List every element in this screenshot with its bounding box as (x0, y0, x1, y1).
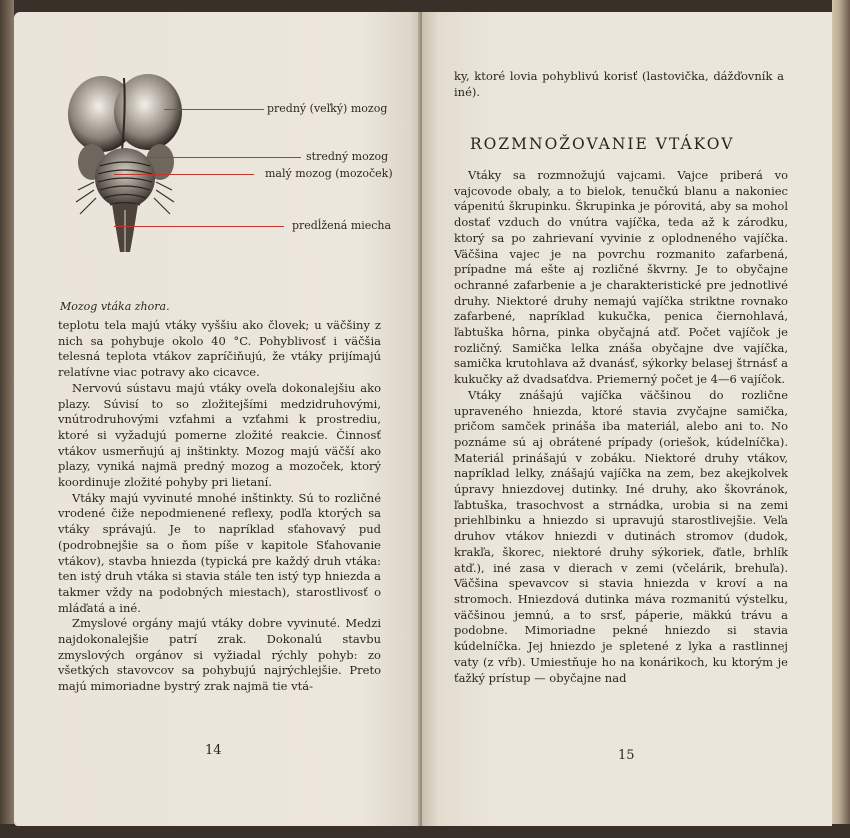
right-continuation-text: ky, ktoré lovia pohyblivú korisť (lastovička, dážďovník a iné). (454, 69, 784, 99)
label-medulla: predĺžená miecha (292, 219, 392, 232)
frame-right (832, 0, 850, 838)
right-top-lines (454, 69, 784, 100)
label-midbrain: stredný mozog (306, 150, 389, 163)
section-heading: ROZMNOŽOVANIE VTÁKOV (470, 135, 735, 153)
right-text-column (454, 168, 788, 686)
frame-bottom (0, 824, 850, 838)
label-cerebellum: malý mozog (mozoček) (265, 167, 393, 180)
frame-left (0, 0, 14, 838)
left-paragraph-3: Vtáky majú vyvinuté mnohé inštinkty. Sú to rozličné vrodené čiže nepodmienené reflexy, podľa ktorých sa vtáky správajú. Je to napríklad sťahovavý pud (podrobnejšie sa o ňom píše v kapitole Sťahovanie vtákov), stavba hniezda (typická pre každý druh vtáka: ten istý druh vtáka si stavia stále ten istý typ hniezda a takmer vždy na podobných miestach), starostlivosť o mláďatá a iné. (58, 490, 381, 615)
leader-line-medulla (114, 226, 284, 227)
bird-brain-illustration (64, 70, 189, 255)
page-number-left: 14 (205, 743, 222, 758)
left-paragraph-4: Zmyslové orgány majú vtáky dobre vyvinuté. Medzi najdokonalejšie patrí zrak. Dokonalú stavbu zmyslových orgánov si vyžiadal rýchly pohyb: zo všetkých stavovcov sa pohybujú najrýchlejšie. Preto majú mimoriadne bystrý zrak najmä tie vtá- (58, 616, 381, 694)
right-page (422, 12, 832, 826)
left-paragraph-1: teplotu tela majú vtáky vyššiu ako človek; u väčšiny z nich sa pohybuje okolo 40 °C. Pohyblivosť i väčšia telesná teplota vtákov zapríčiňujú, že vtáky prijímajú relatívne viac potravy ako cicavce. (58, 318, 381, 380)
leader-line-midbrain (144, 157, 301, 158)
leader-line-forebrain (164, 109, 264, 110)
left-page (14, 12, 422, 826)
figure-caption: Mozog vtáka zhora. (60, 300, 170, 313)
page-number-right: 15 (618, 748, 635, 763)
right-paragraph-1: Vtáky sa rozmnožujú vajcami. Vajce priberá vo vajcovode obaly, a to bielok, tenučkú blanu a nakoniec vápenitú škrupinku. Škrupinka je pórovitá, aby sa mohol dostať vzduch do vnútra vajíčka, teda až k zárodku, ktorý sa po zahrievaní vyvinie z oplodneného vajíčka. Väčšina vajec je na povrchu rozmanito zafarbená, prípadne má ešte aj rozličné škvrny. Je to obyčajne ochranné zafarbenie a je charakteristické pre jednotlivé druhy. Niektoré druhy nemajú vajíčka striktne rovnako zafarbené, napríklad kukučka, penica čiernohlavá, ľabtuška hôrna, pinka obyčajná atď. Počet vajíčok je rozličný. Samička lelka znáša obyčajne dve vajíčka, samička krutohlava až dvanásť, sýkorky belasej štrnásť a kukučky až dvadsaťdva. Priemerný počet je 4—6 vajíčok. (454, 168, 788, 387)
leader-line-cerebellum (114, 174, 254, 175)
left-paragraph-2: Nervovú sústavu majú vtáky oveľa dokonalejšiu ako plazy. Súvisí to so zložitejšími medzidruhovými, vnútrodruhovými vzťahmi a vzťahmi k prostrediu, ktoré si vyžadujú pomerne zložité reakcie. Činnosť vtákov usmerňujú aj inštinkty. Mozog majú väčší ako plazy, vyniká najmä predný mozog a mozoček, ktorý koordinuje zložité pohyby pri lietaní. (58, 380, 381, 490)
right-paragraph-2: Vtáky znášajú vajíčka väčšinou do rozlične upraveného hniezda, ktoré stavia zvyčajne samička, pričom samček prináša iba materiál, alebo ani to. No poznáme sú aj obrátené prípady (oriešok, kúdelníčka). Materiál prinášajú v zobáku. Niektoré druhy vtákov, napríklad lelky, znášajú vajíčka na zem, bez akejkolvek úpravy hniezdovej dutinky. Iné druhy, ako škovránok, ľabtuška, trasochvost a strnádka, urobia si na zemi priehlbinku a hniezdo si upravujú starostlivejšie. Veľa druhov vtákov hniezdi v dutinách stromov (dudok, krakľa, škorec, niektoré druhy sýkoriek, ďatle, brhlík atď.), iné zasa v dierach v zemi (včelárik, brehuľa). Väčšina spevavcov si stavia hniezda v kroví a na stromoch. Hniezdová dutinka máva rozmanitú výstelku, väčšinou jemnú, a to srsť, páperie, mäkkú trávu a podobne. Mimoriadne pekné hniezdo si stavia kúdelníčka. Jej hniezdo je spletené z lyka a rastlinnej vaty (z vŕb). Umiestňuje ho na konárikoch, ku ktorým je ťažký prístup — obyčajne nad (454, 387, 788, 685)
left-text-column (58, 318, 381, 695)
label-forebrain: predný (veľký) mozog (267, 102, 388, 115)
